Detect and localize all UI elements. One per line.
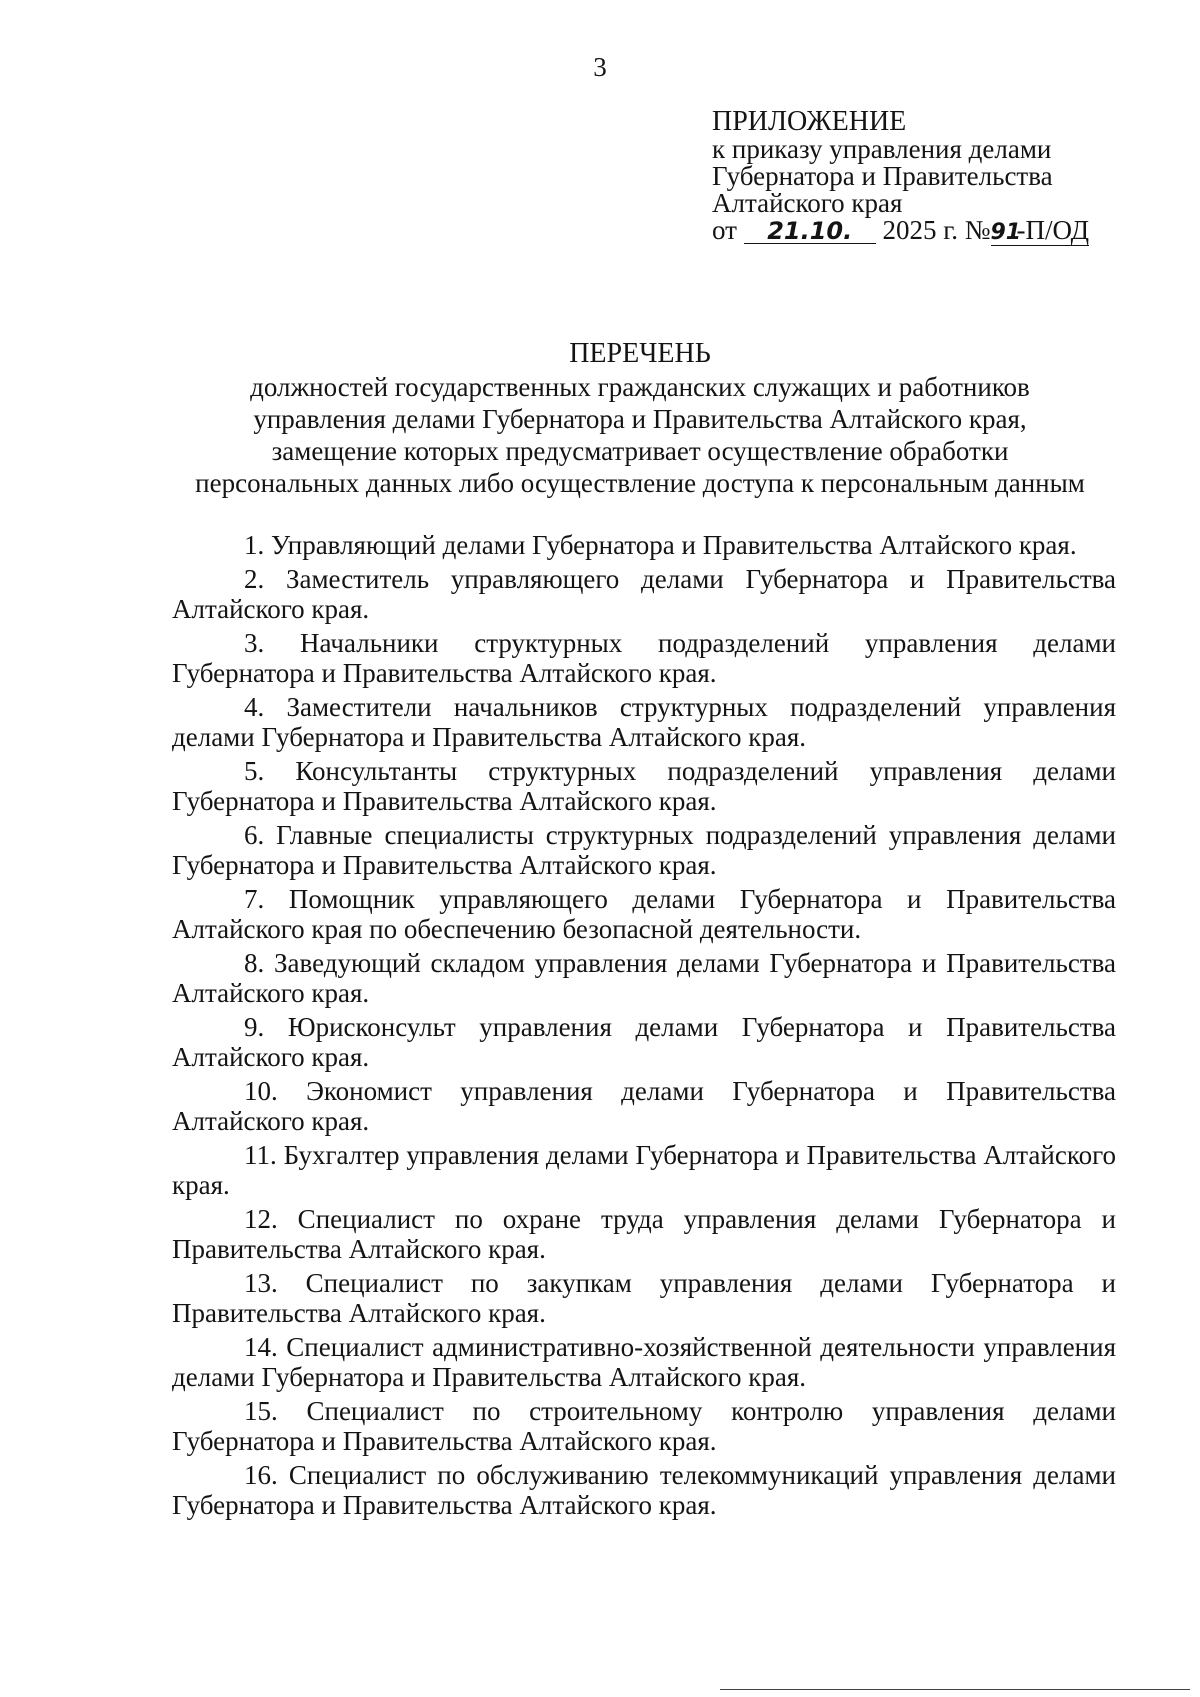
heading-line: управления делами Губернатора и Правительства Алтайского края, (253, 404, 1027, 434)
appendix-line: к приказу управления делами (712, 134, 1052, 164)
heading-title: ПЕРЕЧЕНЬ (569, 338, 711, 369)
year-text: 2025 г. № (882, 215, 991, 245)
page-number: 3 (593, 52, 607, 82)
appendix-block (712, 107, 1089, 245)
order-number (991, 215, 1090, 246)
appendix-title: ПРИЛОЖЕНИЕ (712, 106, 907, 137)
order-number-suffix: -П/ОД (1016, 215, 1090, 245)
list-item: 11. Бухгалтер управления делами Губернатора и Правительства Алтайского края. (172, 1139, 1116, 1200)
list-item: 8. Заведующий складом управления делами Губернатора и Правительства Алтайского края. (172, 947, 1116, 1008)
list-item: 3. Начальники структурных подразделений управления делами Губернатора и Правительства Алтайского края. (172, 627, 1116, 688)
list-item: 9. Юрисконсульт управления делами Губернатора и Правительства Алтайского края. (172, 1011, 1116, 1072)
handwritten-date: 21.10. (744, 219, 876, 244)
footer-divider (720, 1689, 1190, 1690)
date-prefix: от (712, 215, 737, 245)
appendix-line: Губернатора и Правительства (712, 161, 1053, 191)
document-heading (150, 338, 1130, 499)
list-item: 7. Помощник управляющего делами Губернатора и Правительства Алтайского края по обеспечению безопасной деятельности. (172, 883, 1116, 944)
list-item: 12. Специалист по охране труда управления делами Губернатора и Правительства Алтайского края. (172, 1203, 1116, 1264)
list-item: 5. Консультанты структурных подразделений управления делами Губернатора и Правительства Алтайского края. (172, 755, 1116, 816)
positions-list (172, 530, 1116, 1521)
list-item: 6. Главные специалисты структурных подразделений управления делами Губернатора и Правительства Алтайского края. (172, 819, 1116, 880)
list-item: 13. Специалист по закупкам управления делами Губернатора и Правительства Алтайского края. (172, 1267, 1116, 1328)
heading-line: замещение которых предусматривает осуществление обработки (271, 436, 1009, 466)
list-item: 10. Экономист управления делами Губернатора и Правительства Алтайского края. (172, 1075, 1116, 1136)
list-item: 14. Специалист административно-хозяйственной деятельности управления делами Губернатора и Правительства Алтайского края. (172, 1331, 1116, 1392)
heading-line: должностей государственных гражданских служащих и работников (250, 372, 1030, 402)
handwritten-number: 91 (990, 220, 1022, 245)
order-date-line (712, 217, 1089, 245)
list-item: 4. Заместители начальников структурных подразделений управления делами Губернатора и Правительства Алтайского края. (172, 691, 1116, 752)
list-item: 15. Специалист по строительному контролю управления делами Губернатора и Правительства Алтайского края. (172, 1395, 1116, 1456)
heading-line: персональных данных либо осуществление доступа к персональным данным (195, 468, 1085, 498)
list-item: 16. Специалист по обслуживанию телекоммуникаций управления делами Губернатора и Правительства Алтайского края. (172, 1459, 1116, 1520)
list-item: 1. Управляющий делами Губернатора и Правительства Алтайского края. (244, 530, 1077, 560)
list-item: 2. Заместитель управляющего делами Губернатора и Правительства Алтайского края. (172, 563, 1116, 624)
appendix-line: Алтайского края (712, 188, 903, 218)
